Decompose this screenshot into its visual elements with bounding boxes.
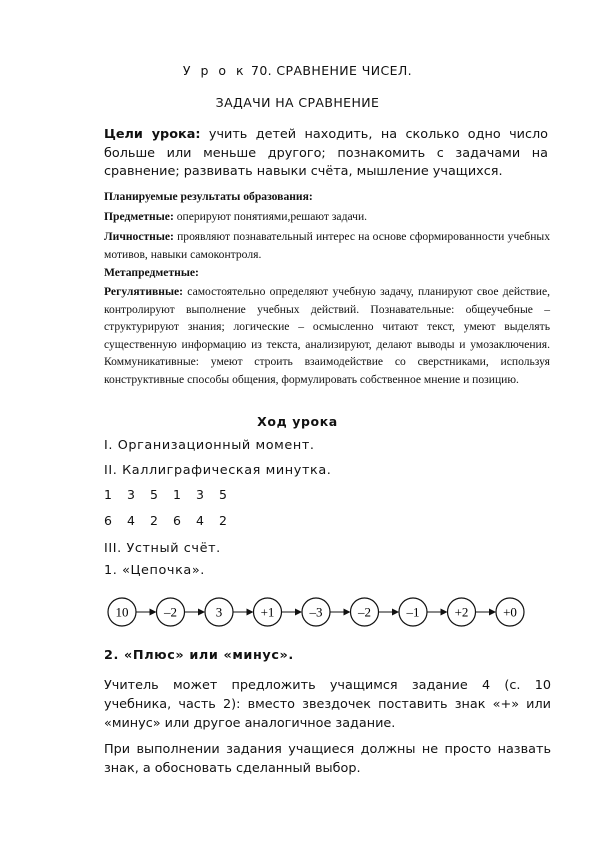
meta-label: Метапредметные: [104,266,199,279]
digit: 5 [150,487,158,502]
chain-label: +2 [454,604,469,620]
lesson-subtitle: ЗАДАЧИ НА СРАВНЕНИЕ [215,95,380,110]
paragraph-task: Учитель может предложить учащимся задание 4 (с. 10 учебника, часть 2): вместо звездочек поставить знак «+» или «минус» или другое аналогичное задание. [104,678,551,731]
goals-text: учить детей находить, на сколько одно число больше или меньше другого; познакомить с задачами на сравнение; развивать навыки счёта, мышление учащихся. [104,127,549,179]
lesson-goals [104,126,548,182]
paragraph-explanation: При выполнении задания учащиеся должны не просто назвать знак, а обосновать сделанный выбор. [104,742,551,776]
regulative-label: Регулятивные: [104,285,183,298]
personal-label: Личностные: [104,230,174,243]
item-chain: 1. «Цепочка». [104,563,205,578]
digit: 3 [127,487,135,502]
lesson-progress-heading: Ход урока [257,414,338,429]
chain-label: –1 [406,604,420,620]
personal-results [104,228,550,263]
chain-label: –3 [309,604,323,620]
chain-label: –2 [358,604,371,620]
digit: 5 [219,487,227,502]
digit: 6 [173,513,181,528]
digit: 2 [219,513,227,528]
digit: 1 [104,487,112,502]
subject-results [104,208,550,226]
lesson-title [0,63,595,78]
chain-label: 3 [215,604,223,620]
lesson-label: У р о к [182,63,247,78]
chain-label: +1 [260,604,275,620]
chain-label: +0 [503,604,517,620]
results-heading [104,188,550,206]
lesson-topic: 70. СРАВНЕНИЕ ЧИСЕЛ. [246,63,413,78]
regulative-text: самостоятельно определяют учебную задачу, планируют свое действие, контролируют выполнение учебных действий. Познавательные: общеучебные – структурируют знания; логические – осмысленно читают текст, умеют выделять существенную информацию из текста, анализируют, делают выводы и умозаключения. Коммуникативные: умеют строить взаимодействие со сверстниками, используя конструктивные способы общения, формулировать собственное мнение и позицию. [104,285,550,386]
digit: 6 [104,513,112,528]
digit: 1 [173,487,181,502]
personal-text: проявляют познавательный интерес на основе сформированности учебных мотивов, навыки самоконтроля. [104,230,550,261]
digits-row-2 [104,513,242,528]
goals-label: Цели урока: [104,127,201,142]
item-plus-minus: 2. «Плюс» или «минус». [104,648,294,663]
digit: 2 [150,513,158,528]
regulative-results [104,283,550,388]
digit: 4 [127,513,135,528]
subject-label: Предметные: [104,210,174,223]
meta-results-heading [104,264,550,282]
subject-text: оперируют понятиями,решают задачи. [173,210,368,223]
section-oral-count: III. Устный счёт. [104,541,221,556]
digits-row-1 [104,487,242,502]
digit: 4 [196,513,204,528]
results-heading-text: Планируемые результаты образования: [104,190,313,203]
number-chain-diagram [104,594,534,630]
digit: 3 [196,487,204,502]
chain-label: –2 [164,604,177,620]
section-organizational: I. Организационный момент. [104,438,315,453]
chain-label: 10 [115,604,129,620]
section-calligraphy: II. Каллиграфическая минутка. [104,463,332,478]
